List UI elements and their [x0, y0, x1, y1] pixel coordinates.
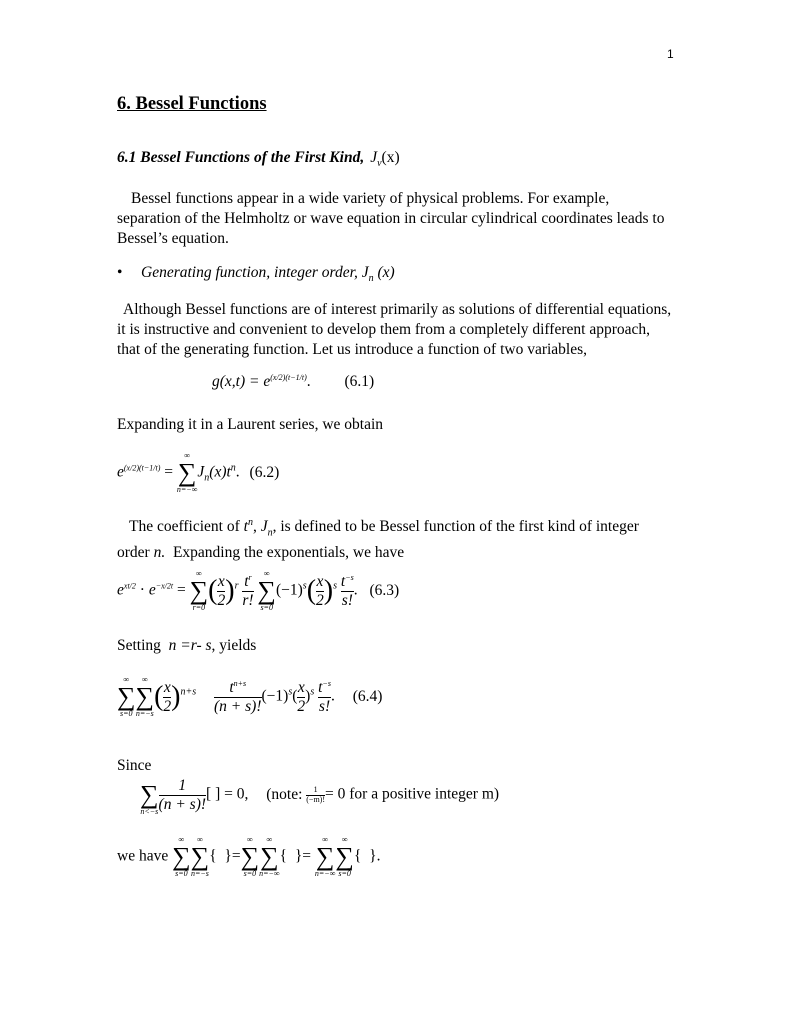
we-have-label: we have: [117, 847, 169, 865]
equation-label: (6.4): [352, 687, 383, 705]
generating-paragraph: [117, 300, 687, 360]
intro-line: Bessel functions appear in a wide variety of physical problems. For example,: [131, 190, 610, 207]
bullet-item: [117, 264, 395, 284]
equation-6-2: $e^{(x/2)(t-1/t)}$ = ∞ ∑ n=−∞ $J_n(x)t^n$. (6.2): [117, 451, 280, 494]
equation-label: (6.2): [249, 463, 280, 481]
equation-6-1: $g(x,t) = e^{(x/2)(t-1/t)}$. (6.1): [212, 373, 375, 391]
para-line: Although Bessel functions are of interest primarily as solutions of differential equations,: [123, 301, 672, 318]
setting-text: Setting n =r- s, yields: [117, 637, 257, 654]
intro-paragraph: [117, 189, 677, 249]
page-title: 6. Bessel Functions: [117, 94, 267, 114]
intro-line: Bessel’s equation.: [117, 230, 229, 247]
para-line: The coefficient of $t^n$, $J_n$, is defined to be Bessel function of the first kind of integer: [129, 517, 639, 539]
section-heading-text: 6.1 Bessel Functions of the First Kind,: [117, 149, 365, 166]
equation-label: (6.3): [369, 581, 400, 599]
bullet-symbol: $J_n$ (x): [361, 264, 395, 285]
laurent-text: Expanding it in a Laurent series, we obtain: [117, 416, 384, 433]
bullet-text: Generating function, integer order,: [141, 264, 358, 281]
section-heading: [117, 149, 400, 169]
para-line: it is instructive and convenient to develop them from a completely different approach,: [117, 321, 651, 338]
equation-6-4: ∞ ∑ s=0 ∞ ∑ n=−s ( $\frac{x}{2}$ )$^{n+s}$ $\frac{t^{n+s}}{(n + s)!}$ $(-1)^s$( $\frac{x}{2}$ )$^s$ $\frac{t^{-s}}{s!}$ . (6.4): [117, 675, 383, 718]
since-text: Since: [117, 757, 152, 774]
equation-since: ∑ n<−s $\frac{1}{(n + s)!}$ [ ] = 0, (note: $\frac{1}{(-m)!}$ = 0 for a positive integer m): [140, 777, 500, 816]
intro-line: separation of the Helmholtz or wave equation in circular cylindrical coordinates leads to: [117, 210, 665, 227]
section-symbol: $J_v(x)$: [370, 149, 400, 170]
bullet-dot-icon: •: [117, 264, 123, 281]
equation-label: (6.1): [344, 373, 375, 391]
para-line: that of the generating function. Let us introduce a function of two variables,: [117, 341, 588, 358]
page-number: 1: [667, 47, 674, 61]
equation-6-3: $e^{xt/2} \cdot e^{-x/2t}$ = ∞ ∑ r=0 ( $\frac{x}{2}$ )$^r$ $\frac{t^r}{r!}$ ∞ ∑ s=0 $(-1)^s$( $\frac{x}{2}$ )$^s$ $\frac{t^{-s}}{s!}$ . (6.3): [117, 569, 400, 612]
para-line: order n. Expanding the exponentials, we have: [117, 544, 405, 562]
equation-we-have: we have ∞ ∑ s=0 ∞ ∑ n=−s { }= ∞ ∑ s=0 ∞ ∑ n=−∞ { }= ∞ ∑ n=−∞ ∞ ∑ s=0 { }.: [117, 835, 381, 878]
coefficient-paragraph: [117, 513, 697, 563]
